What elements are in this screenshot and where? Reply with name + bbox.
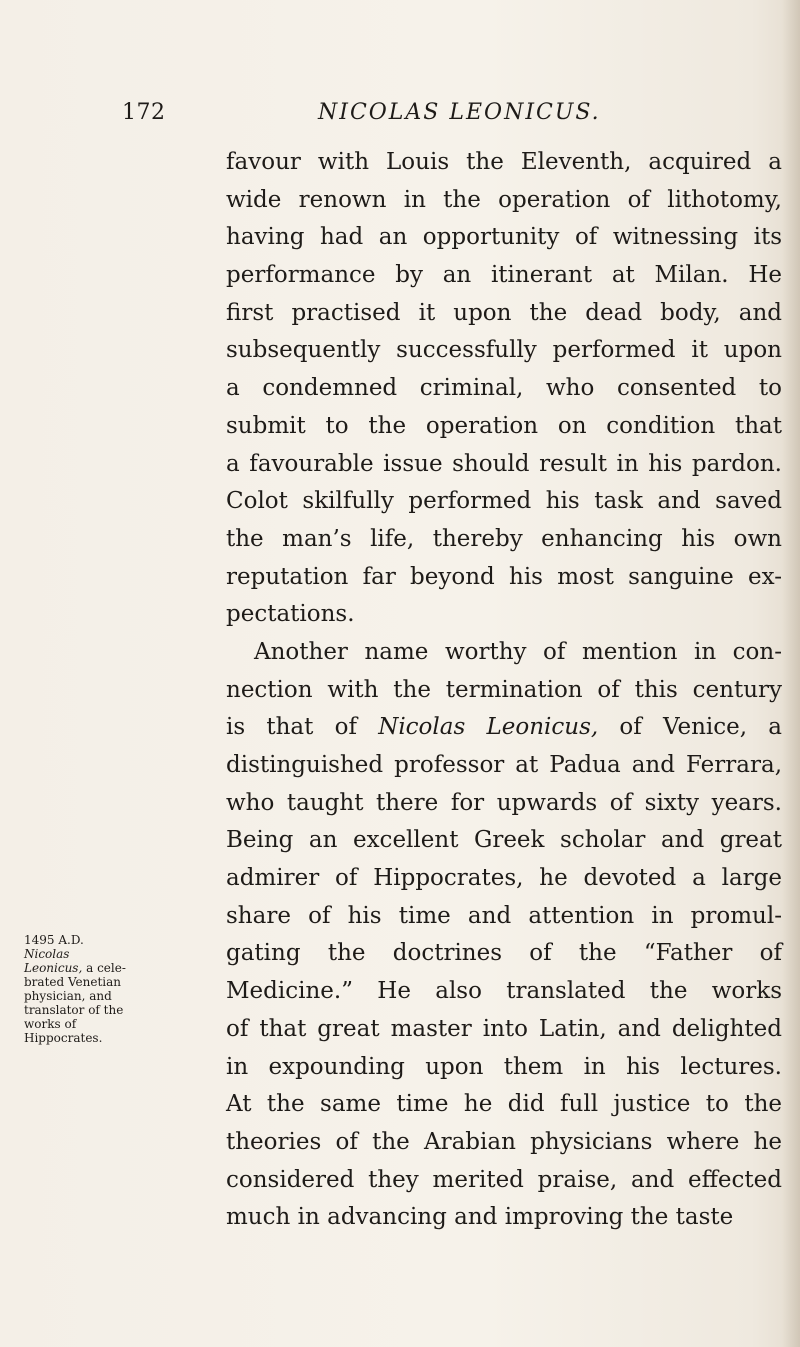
- text-line: theories of the Arabian physicians where he: [226, 1128, 782, 1155]
- text-line: performance by an itinerant at Milan. He: [226, 262, 782, 289]
- text-line: the man’s life, thereby enhancing his own: [226, 525, 782, 552]
- text-line: in expounding upon them in his lectures.: [226, 1053, 782, 1080]
- text-line: of that great master into Latin, and delighted: [226, 1015, 782, 1042]
- text-line: At the same time he did full justice to the: [226, 1091, 782, 1118]
- page-edge-shadow: [782, 0, 800, 1347]
- text-line: Another name worthy of mention in con-: [254, 638, 782, 665]
- page-number: 172: [122, 100, 166, 125]
- page-header: [0, 100, 800, 140]
- margin-note-line: translator of the: [24, 1003, 124, 1017]
- text-line: distinguished professor at Padua and Ferrara,: [226, 752, 782, 778]
- text-line: Medicine.” He also translated the works: [226, 978, 782, 1005]
- text-line: gating the doctrines of the “Father of: [226, 940, 782, 967]
- text-line: a condemned criminal, who consented to: [226, 375, 782, 402]
- text-line: submit to the operation on condition that: [226, 412, 782, 439]
- margin-note-line: physician, and: [24, 989, 112, 1003]
- margin-note-line: Hippocrates.: [24, 1031, 103, 1045]
- text-line: favour with Louis the Eleventh, acquired a: [226, 149, 782, 175]
- margin-note-line: works of: [24, 1017, 77, 1031]
- text-segment: of Venice, a: [598, 714, 783, 741]
- text-line: Being an excellent Greek scholar and great: [226, 827, 782, 854]
- person-name: Nicolas Leonicus,: [378, 714, 599, 741]
- text-line-with-name: [226, 709, 782, 747]
- margin-note-name: Leonicus,: [24, 961, 83, 975]
- body-text: [226, 144, 782, 1237]
- margin-note-date: 1495 A.D.: [24, 933, 84, 947]
- text-line: Colot skilfully performed his task and saved: [226, 488, 782, 515]
- text-line: having had an opportunity of witnessing its: [226, 224, 782, 251]
- margin-note-line: [24, 961, 224, 975]
- text-line: wide renown in the operation of lithotomy,: [226, 186, 782, 213]
- text-line: who taught there for upwards of sixty years.: [226, 789, 782, 816]
- text-line: considered they merited praise, and effected: [226, 1166, 782, 1193]
- text-line: much in advancing and improving the taste: [226, 1204, 734, 1231]
- text-line: a favourable issue should result in his pardon.: [226, 450, 782, 477]
- margin-note: [24, 933, 224, 1045]
- text-segment: is that of: [226, 714, 379, 741]
- text-line: pectations.: [226, 601, 355, 628]
- text-line: first practised it upon the dead body, and: [226, 299, 782, 326]
- text-line: share of his time and attention in promul-: [226, 902, 782, 929]
- margin-note-text: a cele-: [82, 961, 126, 975]
- margin-note-line: brated Venetian: [24, 975, 122, 989]
- margin-note-line: Nicolas: [24, 947, 70, 961]
- text-line: admirer of Hippocrates, he devoted a large: [226, 865, 782, 892]
- text-line: nection with the termination of this century: [226, 676, 782, 703]
- text-line: subsequently successfully performed it upon: [226, 337, 782, 364]
- running-head: NICOLAS LEONICUS.: [318, 100, 601, 125]
- text-line: reputation far beyond his most sanguine ex-: [226, 563, 782, 590]
